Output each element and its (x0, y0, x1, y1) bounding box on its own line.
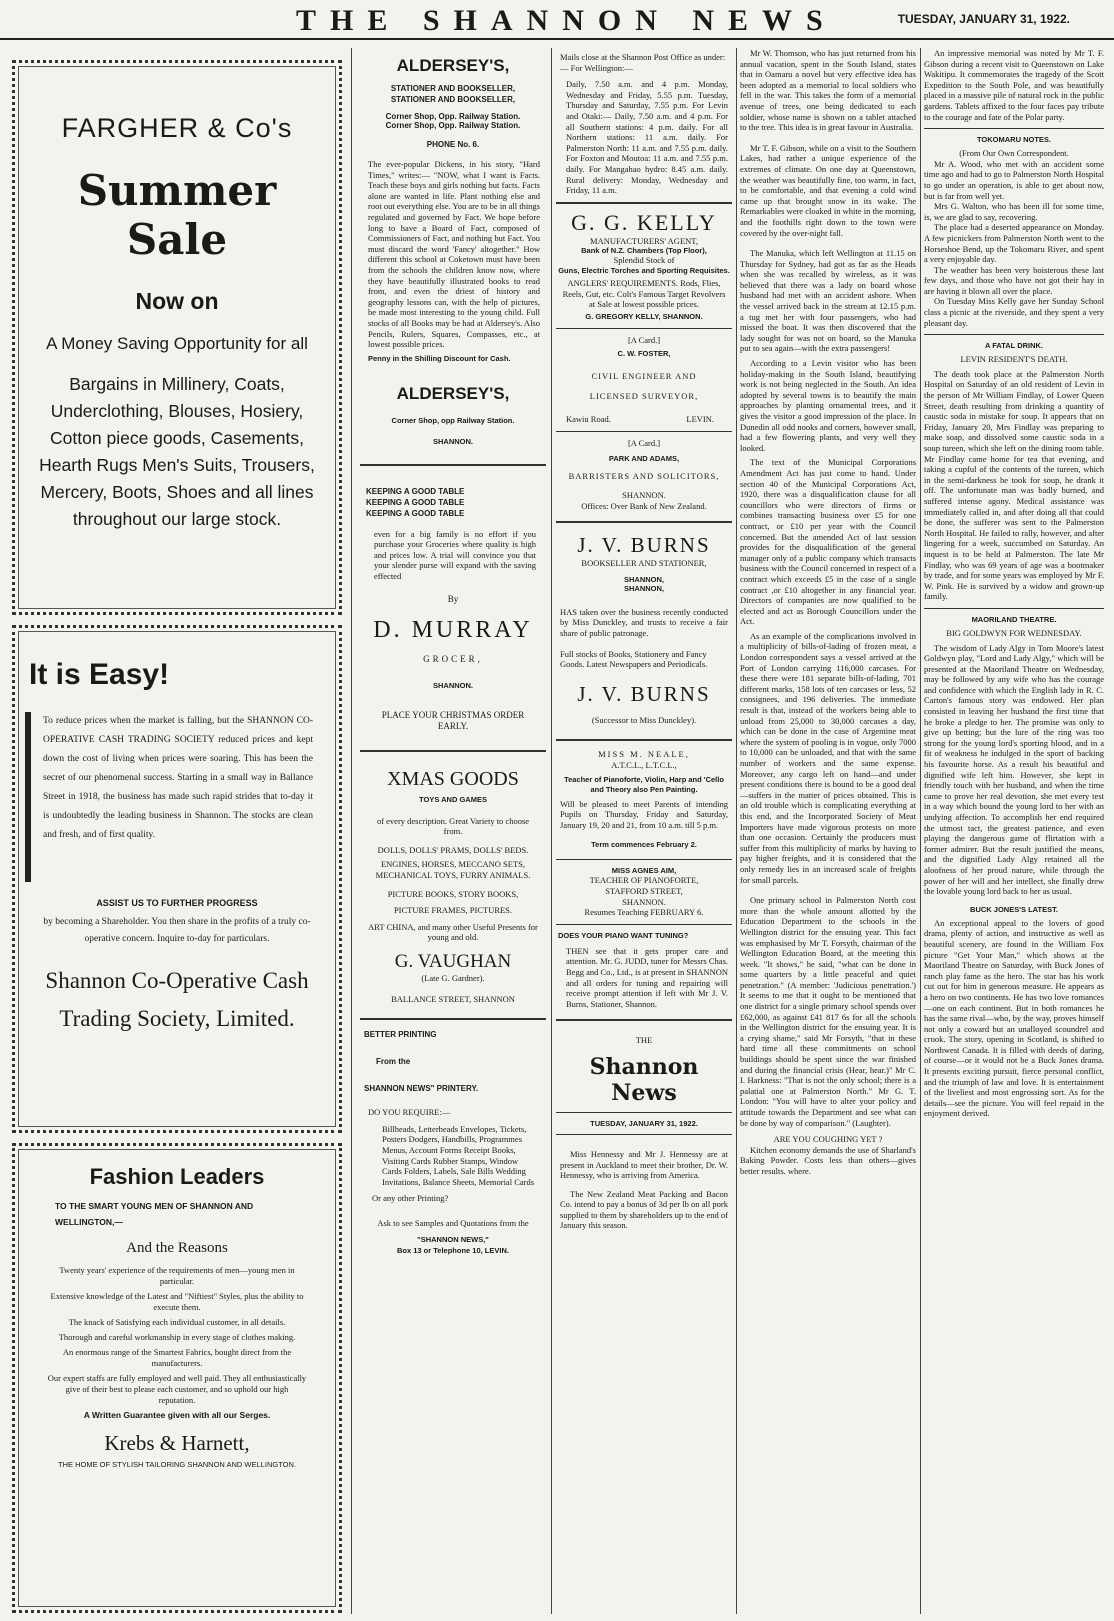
column-rule (351, 48, 352, 1614)
kelly-guns: Guns, Electric Torches and Sporting Requisites. (558, 265, 730, 275)
printing-office: SHANNON NEWS" PRINTERY. (364, 1084, 479, 1094)
foster-name: C. W. FOSTER, (617, 349, 671, 359)
fargher-opportunity: A Money Saving Opportunity for all (46, 334, 308, 353)
vaughan-line4: PICTURE FRAMES, PICTURES. (393, 905, 513, 916)
vaughan-line1: DOLLS, DOLLS' PRAMS, DOLLS' BEDS. (377, 844, 529, 855)
fatal-subheading: LEVIN RESIDENT'S DEATH. (960, 354, 1068, 365)
printing-ask: Ask to see Samples and Quotations from the (377, 1217, 529, 1228)
maoriland-body: The wisdom of Lady Algy in Tom Moore's latest Goldwyn play, "Lord and Lady Algy," which will be presented at the Maoriland Theatre on Wednesday, may be followed by any wife who has the courage and confidence with which the English lady in R. C. Carton's famous story was endowed. Her plan consisted in leaving her husband the first time that he broke a pledge to her. The promise was only to give up betting; but the lure of the ring was too strong for the young lord's sporting blood, and in a fit of weakness he indulged in the sport of backing his favourite horse. As a result his beautiful and dignified wife left him. However, she kept in friendly touch with her husband, and when the time came to prove her real devotion, she met every test in a way which bound the young lord to her with an undying affection. To accomplish her end required the utmost tact, the greatest patience, and even playing the dangerous game of flirtation with a former admirer. But the result justified the means, and the dignified Lady Algy retained all the aloofness of her proud nature, while through the power of her will and her intellect, she finally drew the lovable young lord back to her as usual. (924, 642, 1104, 897)
burns-stock: Full stocks of Books, Stationery and Fancy Goods. Latest Newspapers and Periodicals. (560, 648, 708, 670)
newsbox-the: THE (635, 1035, 653, 1046)
vaughan-street: BALLANCE STREET, SHANNON (391, 993, 515, 1004)
vaughan-late: (Late G. Gardner). (421, 973, 485, 983)
divider (556, 924, 732, 925)
c4-thomson: Mr W. Thomson, who has just returned from his annual vacation, spent in the South Island, states that in Oamaru a novel but very effective idea has been adopted as a memorial to local soldiers who fell in the war. This takes the form of a memorial avenue of trees, one being dedicated to each soldier, whose name is shown on a tablet attached to the tree. This idea is in great favour in Australia. (740, 48, 916, 133)
aldersey-corner1: Corner Shop, Opp. Railway Station. (385, 112, 521, 121)
fargher-sale: Summer Sale (77, 166, 277, 264)
murray-k2: KEEPING A GOOD TABLE (366, 497, 465, 507)
aldersey-town: SHANNON. (432, 436, 473, 446)
kelly-bank: Bank of N.Z. Chambers (Top Floor), (581, 246, 707, 256)
column-rule (920, 48, 921, 1614)
krebs-guarantee: A Written Guarantee given with all our Serges. (83, 1410, 271, 1420)
printing-better: BETTER PRINTING (364, 1030, 437, 1040)
aldersey-line2: STATIONER AND BOOKSELLER, (390, 95, 516, 104)
printing-other: Or any other Printing? (372, 1193, 449, 1204)
issue-date: TUESDAY, JANUARY 31, 1922. (897, 12, 1070, 26)
kelly-sign: G. GREGORY KELLY, SHANNON. (585, 311, 703, 321)
burns-successor: (Successor to Miss Dunckley). (591, 714, 697, 725)
neale-term: Term commences February 2. (591, 840, 697, 850)
aim-teacher: TEACHER OF PIANOFORTE, (589, 875, 699, 886)
divider (360, 1018, 546, 1020)
printing-items: Billheads, Letterheads Envelopes, Tickets, Posters Dodgers, Handbills, Programmes Menus, Account Forms Receipt Books, Visiting Cards Rubber Stamps, Window Cards Folders, Labels, Sale Bills Wedding Invitations, Balance Sheets, Memorial Cards (382, 1123, 535, 1187)
divider (556, 1134, 732, 1135)
fargher-bargains: Bargains in Millinery, Coats, Underclothing, Blouses, Hosiery, Cotton piece goods, Casements, Hearth Rugs Men's Suits, Trousers, Mercery, Boots, Shoes and all lines throughout our large stock. (39, 374, 315, 529)
burns-name-2: J. V. BURNS (577, 681, 711, 706)
aldersey-body: The ever-popular Dickens, in his story, "Hard Times," writes:— "NOW, what I want is Facts. Teach these boys and girls nothing but facts. Facts alone are wanted in life. Plant nothing else and root out everything else. You are to be in all things regulated and governed by Fact. We hope before long to have a Board of Fact, composed of Commissioners of Fact, and nothing but Fact. You must discard the word 'Fancy' altogether." How different this school at Coketown must have been from the schools the children know now, where they have beautifully illustrated books to read from, and even the driest of history and geography lessons can, with the help of pictures, be made most interesting to the young child. Full stocks of all Books may be had at Aldersey's. Also Pencils, Rulers, Squares, Compasses, etc., at lowest possible prices. (368, 159, 540, 350)
c4-levin-visitor: According to a Levin visitor who has been holiday-making in the South Island, beautifying work is not being neglected in the South. An idea adopted by several towns is to beautify the main approaches by planting ornamental trees, and it gives the visitor a good impression of the place. In Dunedin all odd nooks and corners, however small, had a few flowering plants, and very well they looked. (740, 358, 916, 453)
printing-require: DO YOU REQUIRE:— (368, 1107, 451, 1118)
krebs-name: Krebs & Harnett, (104, 1431, 250, 1455)
divider (924, 608, 1104, 609)
fatal-heading: A FATAL DRINK. (984, 341, 1044, 351)
neale-teacher: Teacher of Pianoforte, Violin, Harp and 'Cello and Theory also Pen Painting. (564, 774, 724, 794)
krebs-title: Fashion Leaders (89, 1164, 265, 1189)
divider (556, 202, 732, 204)
maoriland-heading: MAORILAND THEATRE. (971, 614, 1057, 624)
c4-primary-school: One primary school in Palmerston North cost more than the whole amount allotted by the Education Department to the schools in the Wellington district for the ensuing year. This fact was emphasised by Mr T. Forsyth, chairman of the Wellington Education Board, at the meeting this week. "It shows," he said, "what can be done in some quarters by a little peaceful and quiet penetration." (A member: 'Judicious penetration.') It seems to me that it ought to be mentioned that one district for a single primary school spends over £62,000, as against £41 817 6s for all the schools in the Wellington district for the ensuing year. It is a crying shame," said Mr Forsyth, "that in these hard time all these commitments on school buildings should be spent since the war finished and during the financial crisis (Hear, hear.)" Mr C. I. Harkness: "That is not the only school; there is a palatial one at Palmerston North." Mr G. T. London: "You will have to alter your policy and attitude towards the Department and see what can be done by way of comparison." (Laughter). (740, 895, 916, 1128)
park-card: [A Card.] (627, 437, 661, 448)
newsbox-date: TUESDAY, JANUARY 31, 1922. (590, 1118, 698, 1128)
masthead (0, 0, 1114, 40)
coop-headline: It is Easy! (29, 658, 170, 691)
divider (924, 128, 1104, 129)
newsbox-name: Shannon News (589, 1053, 699, 1106)
krebs-to: TO THE SMART YOUNG MEN OF SHANNON AND WELLINGTON,— (55, 1201, 254, 1227)
tokomaru-own: (From Our Own Correspondent. (959, 148, 1069, 159)
burns-name: J. V. BURNS (577, 533, 711, 558)
kelly-anglers: ANGLERS' REQUIREMENTS. Rods, Flies, Reels, Gut, etc. Colt's Famous Target Revolvers at Sale at lowest possible prices. (562, 277, 726, 310)
murray-body: even for a big family is no effort if you purchase your Groceries where quality is high and prices low. A trial will convince you that your slender purse will expand with the saving effected (374, 528, 536, 582)
park-office: Offices: Over Bank of New Zealand. (581, 500, 707, 511)
c5-memorial: An impressive memorial was noted by Mr T. F. Gibson during a recent visit to Queenstown on Lake Wakitipu. It commemorates the tragedy of the Scott Expedition to the South Pole, and was beautifully placed in a massive pile of natural rock in the public gardens. Tablets affixed to the four faces pay tribute to the courage and fate of the Polar party. (924, 48, 1104, 122)
coop-advert (12, 625, 342, 1133)
coop-share: by becoming a Shareholder. You then share in the profits of a truly co-operative concern. Inquire to-day for particulars. (43, 917, 311, 944)
aldersey-name-2: ALDERSEY'S, (396, 383, 510, 403)
column-1 (12, 48, 342, 1618)
aldersey-phone: PHONE No. 6. (426, 140, 480, 149)
kelly-agent: MANUFACTURERS' AGENT, (590, 235, 698, 246)
column-5 (924, 48, 1104, 1618)
foster-card: [A Card.] (627, 334, 661, 345)
park-title: BARRISTERS AND SOLICITORS, (568, 471, 720, 482)
tokomaru-walton: Mrs G. Walton, who has been ill for some time, is, we are glad to say, recovering. (924, 201, 1104, 222)
burns-body: HAS taken over the business recently conducted by Miss Dunckley, and trusts to receive a fair share of public patronage. (560, 606, 728, 639)
murray-k1: KEEPING A GOOD TABLE (366, 486, 465, 496)
list-item: Extensive knowledge of the Latest and "Niftiest" Styles, plus the ability to execute them. (50, 1291, 304, 1312)
tokomaru-wood: Mr A. Wood, who met with an accident some time ago and had to go to Palmerston North Hospital to go under an operation, is able to get about now, but is far from well yet. (924, 158, 1104, 201)
vaughan-title: XMAS GOODS (387, 767, 519, 790)
divider (556, 1019, 732, 1021)
printing-from: From the (376, 1057, 411, 1067)
list-item: Our expert staffs are fully employed and well paid. They all enthusiastically give of their best to please each customer, and so uphold our high reputation. (47, 1373, 307, 1405)
krebs-advert (12, 1143, 342, 1613)
printing-paper: "SHANNON NEWS," (417, 1234, 489, 1244)
murray-grocer: GROCER, (423, 653, 483, 664)
fargher-now-on: Now on (135, 288, 219, 314)
c4-gibson: Mr T. F. Gibson, while on a visit to the Southern Lakes, had rather a unique experience of the extremes of climate. On one day at Queenstown, the weather was beautifully fine, too warm, in fact, to be comfortable, and that evening a cold wind came up that brought snow in its wake. The Remarkables were cloaked in white in the morning, and the foothills right down to the town were covered by the over-night fall. (740, 142, 916, 238)
aim-town: SHANNON. (622, 896, 666, 907)
murray-town: SHANNON. (432, 680, 473, 690)
vaughan-name: G. VAUGHAN (394, 951, 512, 972)
piano-title: DOES YOUR PIANO WANT TUNING? (558, 930, 689, 940)
fatal-body: The death took place at the Palmerston North Hospital on Saturday of an old resident of Levin in the person of Mr William Findlay, of Lower Queen Street, death resulting from drinking a quantity of caustic soda in mistake for soup. It appears that on Friday, January 20, Mrs Findlay was preparing to make soap, and dissolved some caustic soda in a soup tureen, which she left on the dining room table. Mr Findlay came home for tea that evening, and taking a cupful of the contents of the tureen, which in the semi-darkness he took for soup, he drank it off. The unfortunate man was badly burned, and suffered intense agony. Medical assistance was immediately called in, and after doing all that could be done, the sufferer was sent to the Palmerston North Hospital. He failed to rally, however, and after lingering for a week, succumbed on Saturday. An inquest is to be held at Palmerston. The late Mr Findlay, who was 69 years of age was a bootmaker by trade, and for some years was employed by Mr F. W. Pink. He is survived by a widow and grown-up family. (924, 368, 1104, 602)
coop-assist: ASSIST US TO FURTHER PROGRESS (96, 898, 258, 908)
column-3 (556, 48, 732, 1618)
aldersey-corner3: Corner Shop, opp Railway Station. (391, 415, 515, 425)
murray-k3: KEEPING A GOOD TABLE (366, 508, 465, 518)
vaughan-line5: ART CHINA, and many other Useful Presents for young and old. (368, 921, 538, 943)
aim-street: STAFFORD STREET, (605, 885, 683, 896)
burns-trade: BOOKSELLER AND STATIONER, (581, 558, 707, 569)
kelly-name: G. G. KELLY (571, 209, 717, 235)
vaughan-toys: TOYS AND GAMES (419, 794, 487, 804)
c3-meat-packing: The New Zealand Meat Packing and Bacon Co. intend to pay a bonus of 3d per lb on all pork supplied to them by shareholders up to the end of January this season. (560, 1188, 728, 1231)
foster-title: CIVIL ENGINEER AND LICENSED SURVEYOR, (589, 371, 699, 402)
murray-name: D. MURRAY (373, 616, 533, 643)
buck-body: An exceptional appeal to the lovers of good drama, plenty of action, and instructive as well as beautiful scenery, are found in the William Fox picture "Get Your Man," which shows at the Maoriland Theatre on Saturday, with Buck Jones of ranch play fame as the hero. The star has his work cut out for him in generous measure. He appears as a hero on two continents. He has two love romances—one on each continent. But in both romances he has the same rival—who, by the way, proves himself not only a coward but an unalloyed scoundrel and crook. The story, opening in Scotland, is shifted to Northwest Canada. It is filled with deeds of daring, of course—or it would not be a Buck Jones drama. It presents exciting pursuit, fierce personal conflict, and the triumph of law and love. It is entertainment of the liveliest and most engrossing sort. As for the details—see the picture. You will feel repaid in the enjoyment derived. (924, 917, 1104, 1119)
krebs-list (47, 1265, 307, 1406)
decorative-bar (25, 712, 31, 882)
printing-box: Box 13 or Telephone 10, LEVIN. (397, 1245, 509, 1255)
vaughan-every: of every description. Great Variety to choose from. (376, 815, 530, 837)
aldersey-name: ALDERSEY'S, (396, 56, 510, 75)
divider (556, 328, 732, 329)
aldersey-discount: Penny in the Shilling Discount for Cash. (368, 353, 511, 363)
column-4 (740, 48, 916, 1618)
tokomaru-heading: TOKOMARU NOTES. (976, 135, 1052, 145)
vaughan-line2: ENGINES, HORSES, MECCANO SETS, MECHANICAL TOYS, FURRY ANIMALS. (375, 859, 531, 881)
murray-by: By (447, 593, 459, 604)
divider (556, 431, 732, 432)
column-2 (360, 48, 546, 1618)
list-item: The knack of Satisfying each individual customer, in all details. (68, 1317, 286, 1327)
list-item: Thorough and careful workmanship in every stage of clothes making. (58, 1332, 296, 1342)
mails-intro: Mails close at the Shannon Post Office as under:— For Wellington:— (560, 52, 726, 73)
c4-bills-of-lading: As an example of the complications involved in a multiplicity of bills-of-lading of frozen meat, a London correspondent says a vessel arrived at the Port of London carrying 116,000 carcases. For these there were 181 separate bills-of-lading, 701 different marks, 158 lots of ten carcases or less, 52 consignees, and 196 deliveries. The immediate result is that, instead of the workers being able to unload from 25,000 to 30,000 carcases a day, which can be done in the case of Argentine meat where the system of pooling is in vogue, only 7000 to 10,000 can be unloaded, and that with the same number of workers and the same expense. Moreover, any cargo left on hand—and under present conditions there is bound to be a good deal—suffers in the matter of prices obtained. This is an old trouble which is complicating everything at this end, and the Incorporated Society of Meat Importers have made vigorous protests on more than one occasion. Certainly the producers must suffer from this multiplicity of marks by having to pay higher freights, and it is considered that the only remedy lies in an increased scale of freights for small parcels. (740, 630, 916, 885)
coop-name: Shannon Co-Operative Cash Trading Society, Limited. (45, 968, 309, 1031)
column-rule (736, 48, 737, 1614)
divider (360, 750, 546, 752)
list-item: An enormous range of the Smartest Fabrics, bought direct from the manufacturers. (62, 1347, 292, 1368)
divider (556, 1112, 732, 1113)
c4-municipal: The text of the Municipal Corporations Amendment Act has just come to hand. Under section 40 of the Municipal Corporations Act, 1920, there was a disqualification clause for all councillors who were directors of firms or combines transacting business over £5 for one contract, or £10 per year with the Council concerned. But the amended Act of last session provides for the disqualification of the general manager only of a public company which transacts business with the Council concerned in respect of a contract which exceeds £5 in the case of a single contract ,or £10 altogether in any financial year. Directors of companies are now qualified to be elected and act as Borough Councillors under the Act. (740, 457, 916, 627)
tokomaru-picnic: On Tuesday Miss Kelly gave her Sunday School class a picnic at the riverside, and they spent a very pleasant day. (924, 296, 1104, 328)
foster-road: Kawiu Road. (566, 414, 611, 425)
divider (556, 859, 732, 860)
neale-quals: A.T.C.L., L.T.C.L., (611, 760, 677, 770)
c3-hennessy: Miss Hennessy and Mr J. Hennessy are at present in Auckland to meet their brother, Dr. W. Hennessy, who is arriving from America. (560, 1148, 728, 1181)
divider (924, 334, 1104, 335)
aldersey-corner2: Corner Shop, Opp. Railway Station. (385, 121, 521, 130)
foster-town: LEVIN. (686, 414, 714, 425)
divider (556, 521, 732, 523)
c4-manuka: The Manuka, which left Wellington at 11.15 on Thursday for Sydney, had got as far as the Heads when she was recalled by wireless, as it was believed that there was a lady on board whose husband had met with an accident ashore. When the vessel arrived back in the stream at 12.15 p.m. a tug met her with four passengers, who had missed the boat. It was then discovered that the lady sought for was not on board, so the Manuka put to sea again—with the extra passengers! (740, 248, 916, 354)
neale-name: MISS M. NEALE, (598, 749, 690, 760)
tokomaru-weather: The weather has been very boisterous these last few days, and those who have not got their hay in are having it blown all over the place. (924, 264, 1104, 296)
coop-body: To reduce prices when the market is falling, but the SHANNON CO-OPERATIVE CASH TRADING SOCIETY reduced prices and kept down the cost of living when prices were soaring. This has been the secret of our phenomenal success. Starting in a small way in Ballance Street in 1918, the business has made such rapid strides that to-day it is undoubtedly the leading business in Shannon. The stocks are clean and fresh, and of first quality. (43, 716, 313, 840)
maoriland-subheading: BIG GOLDWYN FOR WEDNESDAY. (946, 627, 1082, 638)
aim-name: MISS AGNES AIM, (611, 866, 677, 876)
tokomaru-deserted: The place had a deserted appearance on Monday. A few picnickers from Palmerston North went to the Horseshoe Bend, up the Tokomaru River, and spent a very enjoyable day. (924, 222, 1104, 265)
murray-xmas: PLACE YOUR CHRISTMAS ORDER EARLY. (381, 709, 525, 731)
fargher-advert (12, 60, 342, 615)
burns-town1: SHANNON, (623, 574, 664, 584)
vaughan-line3: PICTURE BOOKS, STORY BOOKS, (387, 888, 519, 899)
c4-cough-title: ARE YOU COUGHING YET ? (773, 1134, 883, 1145)
kelly-stock: Splendid Stock of (613, 255, 675, 266)
buck-heading: BUCK JONES'S LATEST. (970, 904, 1058, 914)
c4-cough: Kitchen economy demands the use of Sharland's Baking Powder. Costs less than others—gives better results. where. (740, 1144, 916, 1176)
list-item: Twenty years' experience of the requirements of men—young men in particular. (59, 1265, 295, 1286)
divider (360, 464, 546, 466)
neale-body: Will be pleased to meet Parents of intending Pupils on Thursday, Friday and Saturday, January 19, 20 and 21, from 10 a.m. till 5 p.m. (560, 798, 728, 830)
fargher-name: FARGHER & Co's (61, 113, 293, 143)
column-rule (551, 48, 552, 1614)
piano-body: THEN see that it gets proper care and attention. Mr. G. JUDD, tuner for Messrs Chas. Begg and Co., Ltd., is at present in SHANNON and all orders for tuning and repairing will receive prompt attention if left with Mr J. V. Burns, Stationer, Shannon. (566, 945, 728, 1009)
krebs-reasons: And the Reasons (126, 1240, 228, 1256)
aldersey-line1: STATIONER AND BOOKSELLER, (390, 84, 516, 93)
park-town: SHANNON. (622, 490, 666, 501)
aim-resume: Resumes Teaching FEBRUARY 6. (584, 907, 704, 918)
park-name: PARK AND ADAMS, (608, 454, 680, 464)
divider (556, 739, 732, 741)
krebs-tagline: THE HOME OF STYLISH TAILORING SHANNON AND WELLINGTON. (58, 1460, 296, 1469)
newspaper-title: THE SHANNON NEWS (296, 4, 837, 37)
burns-town2: SHANNON, (623, 583, 664, 593)
mails-body: Daily, 7.50 a.m. and 4 p.m. Monday, Wednesday and Friday, 5.55 p.m. Tuesday, Thursday and Saturday, 7.55 p.m. For Levin and Otaki:— Daily, 7.50 a.m. and 4 p.m. For all Southern stations: 4 p.m. daily. For all Northern stations: 11 a.m. daily. For Palmerston North: 11 a.m. and 7.55 p.m. daily. For Foxton and Moutoa: 11 a.m. and 7.55 p.m. daily. For Mangahao hydro: 8.45 a.m. daily. Rural delivery: Monday, Wednesday and Friday, 11 a.m. (566, 79, 728, 196)
